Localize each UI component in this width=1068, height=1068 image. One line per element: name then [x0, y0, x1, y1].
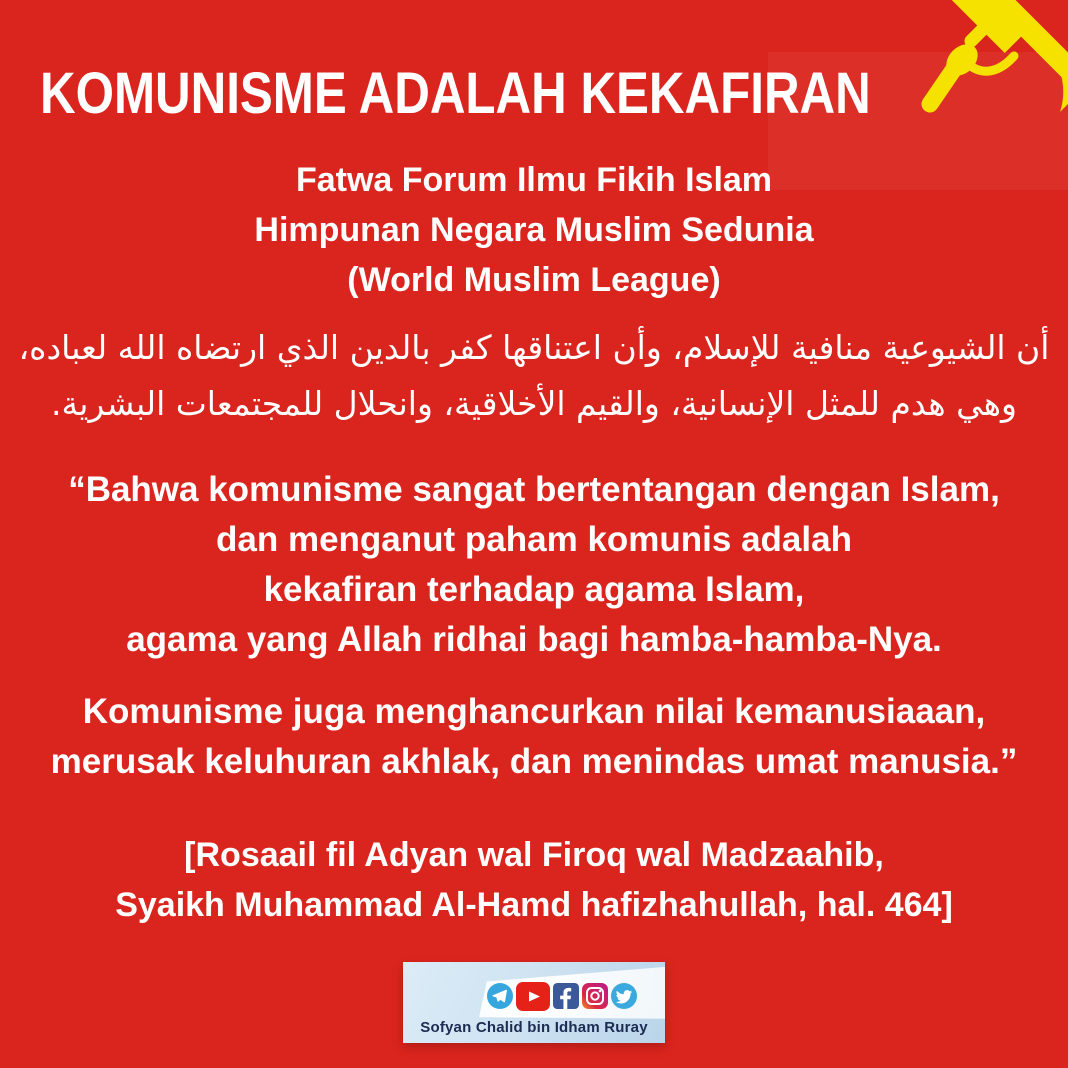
quote1-line-1: “Bahwa komunisme sangat bertentangan dengan Islam,: [68, 470, 1000, 509]
quote2-line-2: merusak keluhuran akhlak, dan menindas umat manusia.”: [50, 742, 1018, 781]
subtitle-line-3: (World Muslim League): [347, 261, 721, 299]
instagram-icon: [582, 983, 608, 1009]
telegram-icon: [487, 983, 513, 1009]
social-icons-row: [487, 980, 637, 1012]
quote1-line-3: kekafiran terhadap agama Islam,: [263, 570, 805, 609]
subtitle: [0, 155, 1068, 305]
arabic-line-2: وهي هدم للمثل الإنسانية، والقيم الأخلاقية، وانحلال للمجتمعات البشرية.: [51, 384, 1017, 423]
footer-name: Sofyan Chalid bin Idham Ruray: [420, 1019, 648, 1036]
quote-paragraph-2: [0, 687, 1068, 787]
citation: [0, 830, 1068, 930]
quote1-line-4: agama yang Allah ridhai bagi hamba-hamba-Nya.: [126, 620, 942, 659]
quote-paragraph-1: [0, 465, 1068, 665]
quote2-line-1: Komunisme juga menghancurkan nilai kemanusiaaan,: [82, 692, 986, 731]
youtube-icon: [516, 982, 550, 1011]
arabic-line-1: أن الشيوعية منافية للإسلام، وأن اعتناقها كفر بالدين الذي ارتضاه الله لعباده،: [18, 328, 1050, 367]
arabic-fatwa-text: [0, 320, 1068, 432]
footer-banner: [403, 962, 665, 1043]
subtitle-line-1: Fatwa Forum Ilmu Fikih Islam: [295, 161, 773, 199]
subtitle-line-2: Himpunan Negara Muslim Sedunia: [254, 211, 814, 249]
quote1-line-2: dan menganut paham komunis adalah: [216, 520, 852, 559]
citation-line-1: [Rosaail fil Adyan wal Firoq wal Madzaahib,: [184, 836, 884, 874]
facebook-icon: [553, 983, 579, 1009]
hammer-and-sickle-icon: [878, 0, 1068, 170]
twitter-icon: [611, 983, 637, 1009]
citation-line-2: Syaikh Muhammad Al-Hamd hafizhahullah, hal. 464]: [115, 886, 953, 924]
poster-title: KOMUNISME ADALAH KEKAFIRAN: [40, 61, 871, 126]
